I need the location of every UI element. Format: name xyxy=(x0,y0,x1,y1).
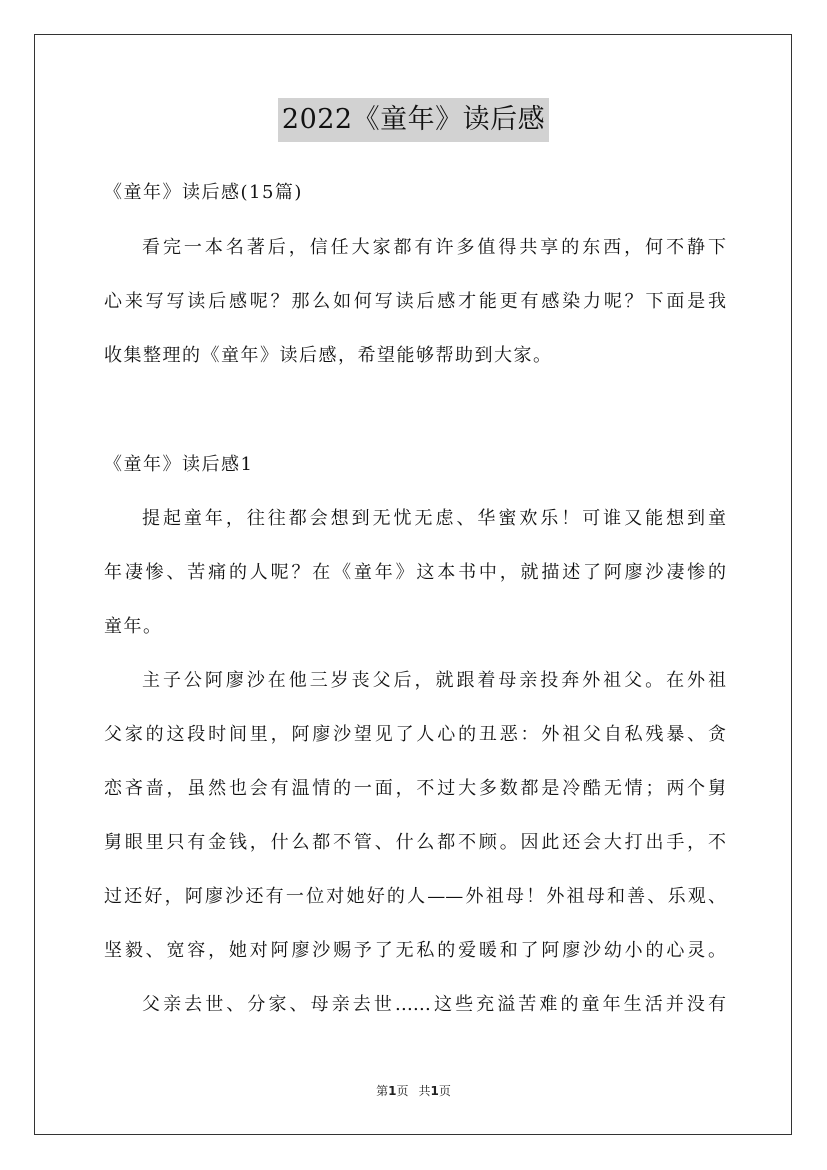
intro-line-1: 看完一本名著后，信任大家都有许多值得共享的东西，何不静下 xyxy=(142,237,726,258)
para1-line-2: 年凄惨、苦痛的人呢？在《童年》这本书中，就描述了阿廖沙凄惨的 xyxy=(104,562,726,583)
para3-line-1: 父亲去世、分家、母亲去世……这些充溢苦难的童年生活并没有 xyxy=(142,994,726,1015)
para2-line-1: 主子公阿廖沙在他三岁丧父后，就跟着母亲投奔外祖父。在外祖 xyxy=(142,670,726,691)
page-number: 1 xyxy=(388,1084,397,1098)
section-heading: 《童年》读后感1 xyxy=(104,454,254,475)
intro-line-2: 心来写写读后感呢？那么如何写读后感才能更有感染力呢？下面是我 xyxy=(104,291,726,312)
para2-line-3: 恋吝啬，虽然也会有温情的一面，不过大多数都是冷酷无情；两个舅 xyxy=(104,778,726,799)
para2-line-4: 舅眼里只有金钱，什么都不管、什么都不顾。因此还会大打出手，不 xyxy=(104,832,726,853)
document-subtitle: 《童年》读后感(15篇) xyxy=(104,182,303,203)
total-prefix: 共 xyxy=(418,1084,431,1098)
title-container xyxy=(0,98,827,142)
total-suffix: 页 xyxy=(438,1084,451,1098)
para2-line-5: 过还好，阿廖沙还有一位对她好的人——外祖母！外祖母和善、乐观、 xyxy=(104,886,726,907)
page-footer xyxy=(0,1083,827,1099)
total-pages: 1 xyxy=(430,1084,439,1098)
para1-line-1: 提起童年，往往都会想到无忧无虑、华蜜欢乐！可谁又能想到童 xyxy=(142,508,726,529)
page-prefix: 第 xyxy=(376,1084,389,1098)
para1-line-3: 童年。 xyxy=(104,616,163,637)
para2-line-2: 父家的这段时间里，阿廖沙望见了人心的丑恶：外祖父自私残暴、贪 xyxy=(104,724,726,745)
para2-line-6: 坚毅、宽容，她对阿廖沙赐予了无私的爱暖和了阿廖沙幼小的心灵。 xyxy=(104,940,726,961)
page-suffix: 页 xyxy=(396,1084,409,1098)
document-title: 2022《童年》读后感 xyxy=(278,98,549,142)
intro-line-3: 收集整理的《童年》读后感，希望能够帮助到大家。 xyxy=(104,345,553,366)
